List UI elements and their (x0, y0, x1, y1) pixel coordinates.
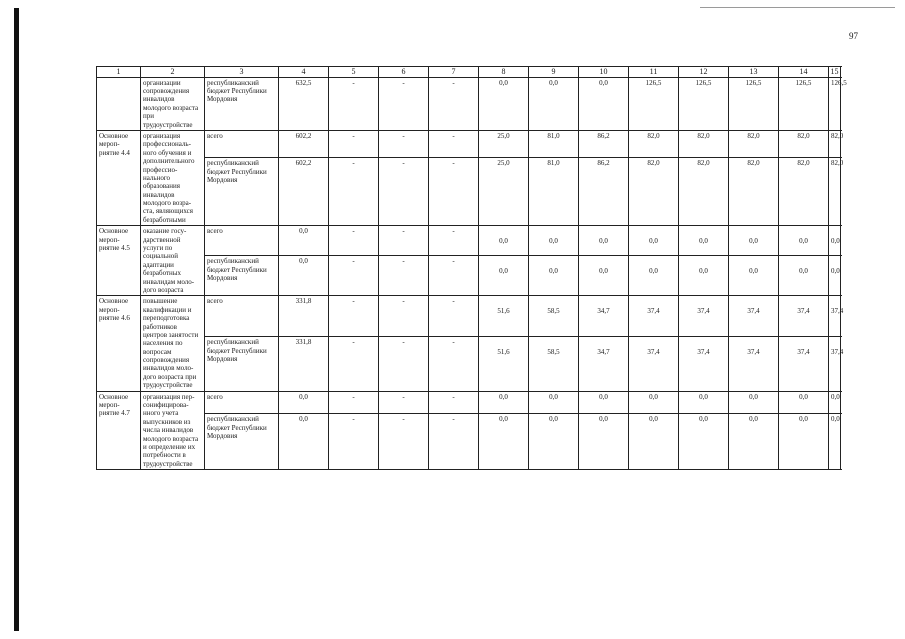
value-cell (579, 158, 629, 226)
value-text: 37,4 (697, 307, 710, 316)
value-text: - (402, 415, 405, 424)
funding-source-cell: республиканский бюджет Республики Мордовия (205, 414, 279, 470)
value-text: 0,0 (549, 415, 558, 424)
value-text: - (402, 338, 405, 347)
value-text: 37,4 (831, 307, 844, 316)
value-cell (829, 158, 844, 226)
value-text: 0,0 (749, 415, 758, 424)
value-cell (329, 391, 379, 414)
value-text: 0,0 (831, 392, 840, 401)
value-cell (679, 296, 729, 337)
header-cell: 14 (779, 67, 829, 78)
value-cell (629, 226, 679, 256)
value-cell (529, 77, 579, 130)
value-text: 0,0 (749, 267, 758, 276)
value-cell (279, 130, 329, 157)
value-text: 86,2 (597, 131, 610, 140)
value-cell (329, 256, 379, 296)
value-text: 0,0 (649, 237, 658, 246)
value-cell (629, 158, 679, 226)
funding-source-cell: республиканский бюджет Республики Мордовия (205, 337, 279, 391)
table-row (97, 158, 841, 226)
value-cell (429, 337, 479, 391)
event-name-cell: оказание госу-дарственной услуги по социальной адаптации безработных инвалидам моло-дого возраста (141, 226, 205, 296)
value-cell (329, 414, 379, 470)
value-cell (279, 77, 329, 130)
value-text: - (452, 159, 455, 168)
value-text: 0,0 (749, 392, 758, 401)
value-cell (579, 391, 629, 414)
value-cell (379, 414, 429, 470)
value-cell (479, 77, 529, 130)
header-cell: 8 (479, 67, 529, 78)
value-cell (779, 77, 829, 130)
value-cell (479, 391, 529, 414)
header-cell: 9 (529, 67, 579, 78)
value-cell (779, 226, 829, 256)
value-text: 632,5 (295, 78, 312, 87)
value-cell (779, 158, 829, 226)
value-text: 37,4 (797, 307, 810, 316)
value-text: 0,0 (699, 415, 708, 424)
table-row (97, 414, 841, 470)
value-text: 0,0 (499, 392, 508, 401)
value-text: - (402, 78, 405, 87)
value-text: 0,0 (549, 392, 558, 401)
value-text: 0,0 (699, 237, 708, 246)
value-text: 58,5 (547, 348, 560, 357)
value-cell (379, 226, 429, 256)
value-cell (779, 391, 829, 414)
value-text: 86,2 (597, 159, 610, 168)
value-cell (779, 130, 829, 157)
value-cell (379, 130, 429, 157)
funding-source-cell: всего (205, 130, 279, 157)
value-text: 0,0 (299, 415, 308, 424)
value-cell (529, 130, 579, 157)
value-cell (679, 130, 729, 157)
header-cell: 5 (329, 67, 379, 78)
value-cell (829, 256, 841, 296)
value-text: 82,0 (697, 159, 710, 168)
value-text: 0,0 (499, 78, 508, 87)
value-text: - (452, 392, 455, 401)
value-text: 0,0 (699, 267, 708, 276)
value-cell (829, 337, 844, 391)
value-text: 0,0 (599, 415, 608, 424)
value-cell (729, 77, 779, 130)
value-text: 126,5 (695, 78, 712, 87)
value-text: 37,4 (647, 307, 660, 316)
table-row (97, 226, 841, 256)
value-text: 82,0 (697, 131, 710, 140)
header-cell: 10 (579, 67, 629, 78)
value-cell (629, 414, 679, 470)
value-cell (479, 337, 529, 391)
value-text: 82,0 (797, 159, 810, 168)
value-text: 0,0 (649, 267, 658, 276)
value-cell (629, 77, 679, 130)
value-cell (579, 296, 629, 337)
value-text: 0,0 (299, 227, 308, 236)
value-text: - (402, 392, 405, 401)
event-name-cell: организация профессиональ-ного обучения и дополнительного профессио-нального образования инвалидов молодого возра-ста, являющихся безработными (141, 130, 205, 225)
value-text: 82,0 (747, 159, 760, 168)
value-text: 37,4 (697, 348, 710, 357)
value-cell (729, 414, 779, 470)
funding-source-cell: республиканский бюджет Республики Мордовия (205, 158, 279, 226)
value-text: 82,0 (797, 131, 810, 140)
value-text: 0,0 (599, 237, 608, 246)
value-text: - (452, 78, 455, 87)
value-cell (679, 337, 729, 391)
table-row (97, 391, 841, 414)
value-text: 602,2 (295, 131, 312, 140)
value-cell (429, 77, 479, 130)
header-cell: 1 (97, 67, 141, 78)
value-cell (629, 256, 679, 296)
header-cell: 2 (141, 67, 205, 78)
value-text: - (452, 131, 455, 140)
value-cell (379, 158, 429, 226)
value-cell (529, 414, 579, 470)
value-text: 0,0 (599, 267, 608, 276)
value-text: - (352, 131, 355, 140)
value-cell (479, 256, 529, 296)
value-cell (429, 391, 479, 414)
value-cell (529, 158, 579, 226)
value-text: - (452, 338, 455, 347)
event-name-cell: организация пер-сонифицирова-нного учета выпускников из числа инвалидов молодого возраста и определение их потребности в трудоустройстве (141, 391, 205, 470)
value-text: - (352, 415, 355, 424)
value-text: 25,0 (497, 159, 510, 168)
value-cell (579, 226, 629, 256)
value-text: - (402, 131, 405, 140)
value-text: 82,0 (647, 159, 660, 168)
value-cell (279, 226, 329, 256)
value-cell (779, 296, 829, 337)
value-text: - (352, 297, 355, 306)
binding-edge (14, 8, 19, 631)
value-cell (679, 226, 729, 256)
value-cell (279, 158, 329, 226)
event-cell: Основное мероп-риятие 4.4 (97, 130, 141, 225)
value-cell (279, 414, 329, 470)
value-cell (329, 158, 379, 226)
value-cell (679, 391, 729, 414)
value-text: 58,5 (547, 307, 560, 316)
event-cell: Основное мероп-риятие 4.7 (97, 391, 141, 470)
header-cell: 3 (205, 67, 279, 78)
funding-source-cell: республиканский бюджет Республики Мордовия (205, 77, 279, 130)
table-row (97, 130, 841, 157)
value-cell (729, 130, 779, 157)
value-cell (729, 337, 779, 391)
header-cell: 11 (629, 67, 679, 78)
funding-source-cell: всего (205, 226, 279, 256)
value-text: 0,0 (299, 257, 308, 266)
value-text: 37,4 (797, 348, 810, 357)
header-cell: 7 (429, 67, 479, 78)
value-cell (429, 158, 479, 226)
value-cell (379, 256, 429, 296)
value-cell (679, 77, 729, 130)
value-text: 0,0 (749, 237, 758, 246)
table-row (97, 337, 841, 391)
value-text: - (452, 415, 455, 424)
value-text: 51,6 (497, 348, 510, 357)
value-text: 0,0 (549, 237, 558, 246)
value-cell (329, 226, 379, 256)
value-text: 0,0 (499, 267, 508, 276)
value-text: - (402, 297, 405, 306)
value-cell (379, 391, 429, 414)
value-cell (679, 256, 729, 296)
value-cell (329, 337, 379, 391)
value-text: 0,0 (831, 237, 840, 246)
page-number: 97 (849, 31, 858, 41)
value-cell (629, 130, 679, 157)
value-cell (479, 158, 529, 226)
value-text: 0,0 (649, 415, 658, 424)
value-cell (479, 414, 529, 470)
value-cell (529, 226, 579, 256)
value-cell (479, 226, 529, 256)
event-name-cell: организации сопровождения инвалидов молодого возраста при трудоустройстве (141, 77, 205, 130)
event-cell: Основное мероп-риятие 4.6 (97, 296, 141, 391)
funding-source-cell: республиканский бюджет Республики Мордовия (205, 256, 279, 296)
value-cell (579, 414, 629, 470)
value-text: 0,0 (549, 78, 558, 87)
value-text: - (352, 392, 355, 401)
value-cell (729, 391, 779, 414)
value-text: 82,0 (831, 131, 844, 140)
value-cell (329, 130, 379, 157)
funding-source-cell: всего (205, 391, 279, 414)
value-text: 126,5 (795, 78, 812, 87)
value-text: 34,7 (597, 348, 610, 357)
value-cell (829, 77, 847, 130)
event-cell (97, 77, 141, 130)
value-cell (429, 296, 479, 337)
value-cell (779, 414, 829, 470)
value-cell (329, 296, 379, 337)
header-cell: 12 (679, 67, 729, 78)
value-cell (779, 337, 829, 391)
value-cell (529, 391, 579, 414)
value-text: - (452, 297, 455, 306)
value-cell (429, 414, 479, 470)
value-cell (729, 256, 779, 296)
value-text: - (402, 227, 405, 236)
value-text: 25,0 (497, 131, 510, 140)
value-text: 82,0 (831, 159, 844, 168)
value-cell (279, 256, 329, 296)
value-cell (479, 296, 529, 337)
value-cell (329, 77, 379, 130)
value-cell (379, 337, 429, 391)
table-row (97, 77, 841, 130)
value-text: - (352, 227, 355, 236)
table-row (97, 256, 841, 296)
value-text: 0,0 (831, 415, 840, 424)
value-text: 126,5 (645, 78, 662, 87)
value-text: 82,0 (747, 131, 760, 140)
value-text: 0,0 (799, 415, 808, 424)
value-text: 126,5 (745, 78, 762, 87)
table-header-row (97, 67, 841, 78)
value-cell (679, 158, 729, 226)
value-cell (479, 130, 529, 157)
value-text: - (352, 159, 355, 168)
value-text: - (452, 257, 455, 266)
value-cell (729, 158, 779, 226)
value-text: 0,0 (649, 392, 658, 401)
value-text: 37,4 (747, 348, 760, 357)
value-text: 0,0 (299, 392, 308, 401)
value-cell (829, 226, 841, 256)
value-cell (829, 391, 841, 414)
value-text: - (402, 257, 405, 266)
top-rule (700, 7, 895, 8)
value-text: 37,4 (831, 348, 844, 357)
value-text: - (402, 159, 405, 168)
value-text: 602,2 (295, 159, 312, 168)
value-cell (629, 391, 679, 414)
value-cell (429, 226, 479, 256)
value-cell (429, 256, 479, 296)
value-cell (279, 337, 329, 391)
value-text: - (352, 338, 355, 347)
header-cell: 15 (830, 67, 839, 76)
budget-table (96, 66, 847, 470)
value-text: 51,6 (497, 307, 510, 316)
value-text: 0,0 (499, 415, 508, 424)
value-text: 82,0 (647, 131, 660, 140)
value-cell (579, 337, 629, 391)
event-cell: Основное мероп-риятие 4.5 (97, 226, 141, 296)
value-cell (529, 296, 579, 337)
value-text: 0,0 (799, 267, 808, 276)
header-cell: 4 (279, 67, 329, 78)
value-cell (829, 130, 844, 157)
value-text: 81,0 (547, 131, 560, 140)
value-text: 0,0 (599, 392, 608, 401)
value-text: 0,0 (799, 392, 808, 401)
value-text: 126,5 (831, 78, 847, 87)
funding-source-cell: всего (205, 296, 279, 337)
header-cell: 6 (379, 67, 429, 78)
value-text: - (452, 227, 455, 236)
value-cell (729, 226, 779, 256)
value-cell (579, 256, 629, 296)
value-text: 0,0 (499, 237, 508, 246)
value-cell (679, 414, 729, 470)
value-text: 37,4 (647, 348, 660, 357)
value-cell (829, 296, 844, 337)
value-cell (579, 77, 629, 130)
value-cell (829, 414, 841, 470)
value-cell (629, 337, 679, 391)
value-cell (279, 391, 329, 414)
value-cell (379, 77, 429, 130)
value-text: 331,8 (295, 297, 312, 306)
value-text: - (352, 78, 355, 87)
value-text: 34,7 (597, 307, 610, 316)
value-text: 0,0 (599, 78, 608, 87)
value-text: 0,0 (831, 267, 840, 276)
value-text: 0,0 (549, 267, 558, 276)
value-cell (729, 296, 779, 337)
value-cell (529, 256, 579, 296)
value-cell (629, 296, 679, 337)
value-cell (279, 296, 329, 337)
event-name-cell: повышение квалификации и переподготовка работников центров занятости населения по вопросам сопровождения инвалидов моло-дого возраста при трудоустройстве (141, 296, 205, 391)
value-cell (429, 130, 479, 157)
value-cell (379, 296, 429, 337)
header-cell: 13 (729, 67, 779, 78)
value-cell (529, 337, 579, 391)
value-text: 0,0 (699, 392, 708, 401)
value-cell (579, 130, 629, 157)
value-text: 37,4 (747, 307, 760, 316)
value-text: 81,0 (547, 159, 560, 168)
value-cell (779, 256, 829, 296)
value-text: 331,8 (295, 338, 312, 347)
value-text: 0,0 (799, 237, 808, 246)
value-text: - (352, 257, 355, 266)
table-row (97, 296, 841, 337)
